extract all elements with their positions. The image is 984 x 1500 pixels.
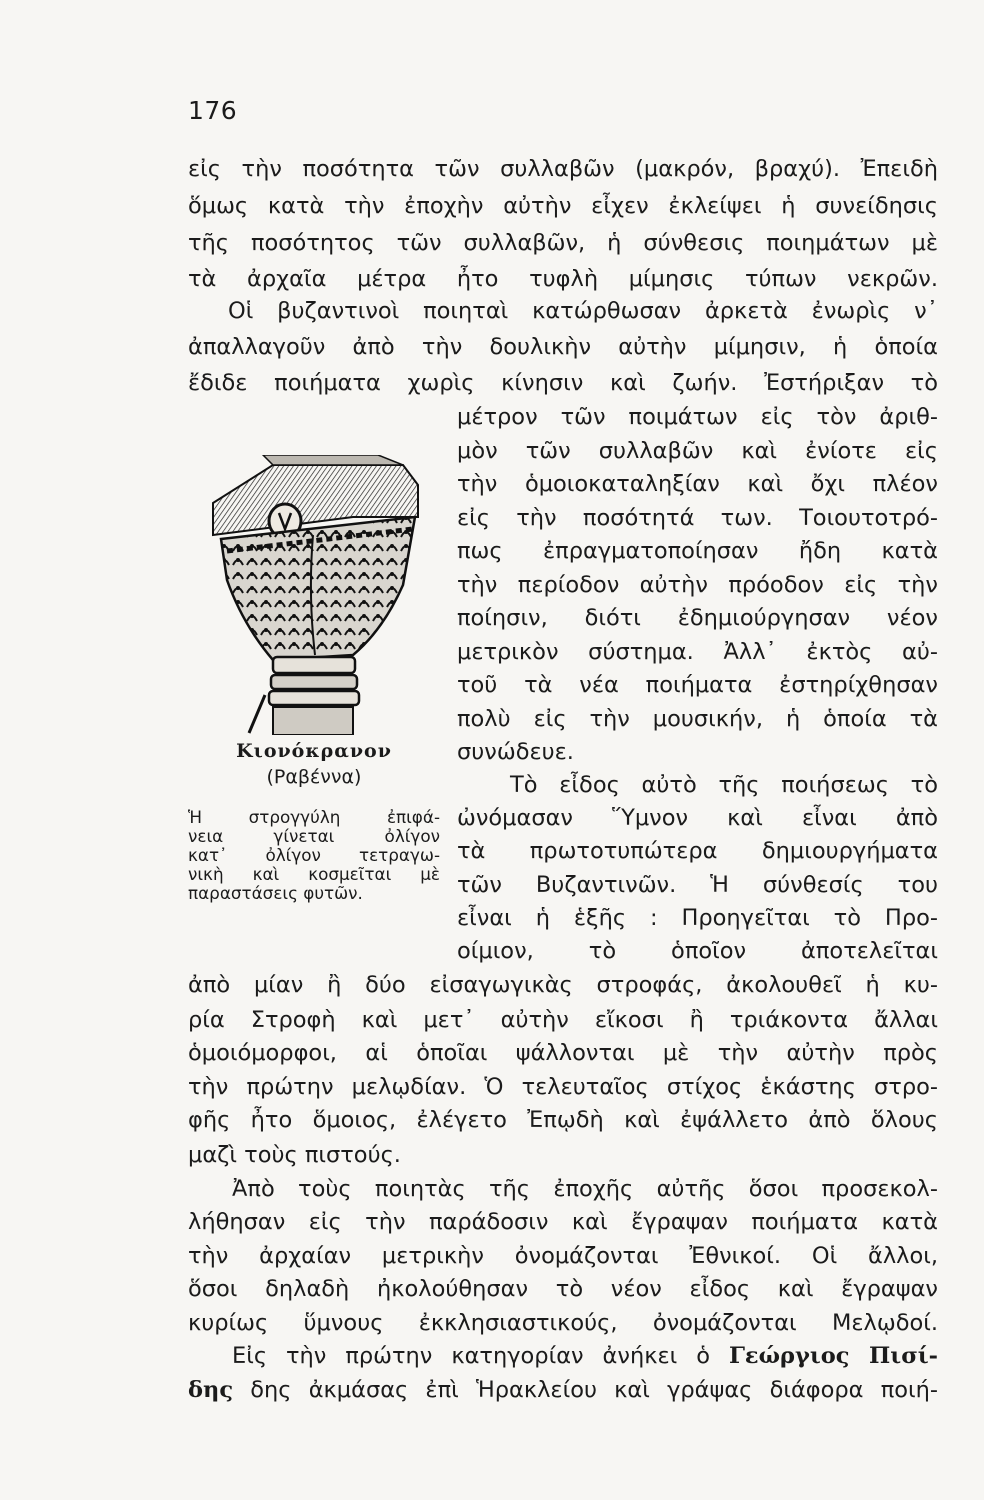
- text-line: τὰ πρωτοτυπώτερα δημιουργήματα: [457, 838, 938, 864]
- text-line: φῆς ἦτο ὅμοιος, ἐλέγετο Ἐπῳδὴ καὶ ἐψάλλετο ἀπὸ ὅλους: [188, 1107, 938, 1133]
- text-fragment: Εἰς τὴν πρώτην κατηγορίαν ἀνήκει ὁ: [232, 1343, 710, 1369]
- text-line: ποίησιν, διότι ἐδημιούργησαν νέον: [457, 605, 938, 631]
- text-line: ὠνόμασαν Ὕμνον καὶ εἶναι ἀπὸ: [457, 805, 938, 831]
- text-line: Ἀπὸ τοὺς ποιητὰς τῆς ἐποχῆς αὐτῆς ὅσοι προσεκολ-: [232, 1176, 938, 1202]
- caption-line: παραστάσεις φυτῶν.: [188, 883, 363, 903]
- text-line: ὁμοιόμορφοι, αἱ ὁποῖαι ψάλλονται μὲ τὴν αὐτὴν πρὸς: [188, 1040, 938, 1066]
- text-line: πως ἐπραγματοποίησαν ἤδη κατὰ: [457, 538, 938, 564]
- author-name-bold: Γεώργιος Πισί-: [728, 1343, 939, 1369]
- text-fragment: δης ἀκμάσας ἐπὶ Ἡρακλείου καὶ γράψας διάφορα ποιή-: [250, 1377, 938, 1403]
- text-line: λήθησαν εἰς τὴν παράδοσιν καὶ ἔγραψαν ποιήματα κατὰ: [188, 1209, 938, 1235]
- text-line: ὅμως κατὰ τὴν ἐποχὴν αὐτὴν εἶχεν ἐκλείψει ἡ συνείδησις: [188, 193, 938, 219]
- page-number: 176: [188, 96, 238, 125]
- text-line: τὴν ὁμοιοκαταληξίαν καὶ ὄχι πλέον: [457, 471, 938, 497]
- caption-line: Ἡ στρογγύλη ἐπιφά-: [188, 807, 440, 827]
- text-line: τῶν Βυζαντινῶν. Ἡ σύνθεσίς του: [457, 872, 938, 898]
- text-line: μὸν τῶν συλλαβῶν καὶ ἐνίοτε εἰς: [457, 438, 938, 464]
- figure-title: Κιονόκρανον: [236, 740, 392, 762]
- text-line: συνώδευε.: [457, 739, 574, 765]
- text-line: ἀπὸ μίαν ἢ δύο εἰσαγωγικὰς στροφάς, ἀκολουθεῖ ἡ κυ-: [188, 972, 938, 998]
- text-line: μαζὶ τοὺς πιστούς.: [188, 1142, 401, 1168]
- figure-caption: [188, 808, 440, 903]
- caption-line: κατ᾽ ὀλίγον τετραγω-: [188, 845, 440, 865]
- text-line: ὅσοι δηλαδὴ ἠκολούθησαν τὸ νέον εἶδος καὶ ἔγραψαν: [188, 1276, 938, 1302]
- caption-line: νικὴ καὶ κοσμεῖται μὲ: [188, 864, 440, 884]
- capital-illustration: [203, 455, 433, 735]
- text-line: τοῦ τὰ νέα ποιήματα ἐστηρίχθησαν: [457, 672, 938, 698]
- text-line: τὴν ἀρχαίαν μετρικὴν ὀνομάζονται Ἐθνικοί. Οἱ ἄλλοι,: [188, 1243, 938, 1269]
- text-line: τὴν πρώτην μελῳδίαν. Ὁ τελευταῖος στίχος ἑκάστης στρο-: [188, 1074, 938, 1100]
- text-line: ἔδιδε ποιήματα χωρὶς κίνησιν καὶ ζωήν. Ἐστήριξαν τὸ: [188, 370, 938, 396]
- figure-subtitle: (Ραβέννα): [266, 766, 362, 788]
- text-line-with-name: [188, 1375, 938, 1405]
- text-line: εἰς τὴν ποσότητά των. Τοιουτοτρό-: [457, 505, 938, 531]
- text-line: Οἱ βυζαντινοὶ ποιηταὶ κατώρθωσαν ἀρκετὰ ἐνωρὶς ν᾽: [228, 298, 938, 324]
- text-line: ἀπαλλαγοῦν ἀπὸ τὴν δουλικὴν αὐτὴν μίμησιν, ἡ ὁποία: [188, 334, 938, 360]
- text-line: μετρικὸν σύστημα. Ἀλλ᾽ ἐκτὸς αὐ-: [457, 639, 938, 665]
- text-line: εἶναι ἡ ἑξῆς : Προηγεῖται τὸ Προ-: [457, 905, 938, 931]
- author-name-bold: δης: [188, 1377, 234, 1403]
- text-line: οίμιον, τὸ ὁποῖον ἀποτελεῖται: [457, 938, 938, 964]
- text-line: ρία Στροφὴ καὶ μετ᾽ αὐτὴν εἴκοσι ἢ τριάκοντα ἄλλαι: [188, 1007, 938, 1033]
- text-line: κυρίως ὕμνους ἐκκλησιαστικούς, ὀνομάζονται Μελῳδοί.: [188, 1310, 938, 1336]
- text-line: πολὺ εἰς τὴν μουσικήν, ἡ ὁποία τὰ: [457, 706, 938, 732]
- text-line-with-name: [232, 1341, 938, 1371]
- text-line: τὴν περίοδον αὐτὴν πρόοδον εἰς τὴν: [457, 572, 938, 598]
- caption-line: νεια γίνεται ὀλίγον: [188, 826, 440, 846]
- text-line: μέτρον τῶν ποιμάτων εἰς τὸν ἀριθ-: [457, 404, 938, 430]
- text-line: τῆς ποσότητος τῶν συλλαβῶν, ἡ σύνθεσις ποιημάτων μὲ: [188, 230, 938, 256]
- text-line: τὰ ἀρχαῖα μέτρα ἦτο τυφλὴ μίμησις τύπων νεκρῶν.: [188, 266, 938, 292]
- text-line: Τὸ εἶδος αὐτὸ τῆς ποιήσεως τὸ: [510, 772, 938, 798]
- text-line: εἰς τὴν ποσότητα τῶν συλλαβῶν (μακρόν, βραχύ). Ἐπειδὴ: [188, 156, 938, 182]
